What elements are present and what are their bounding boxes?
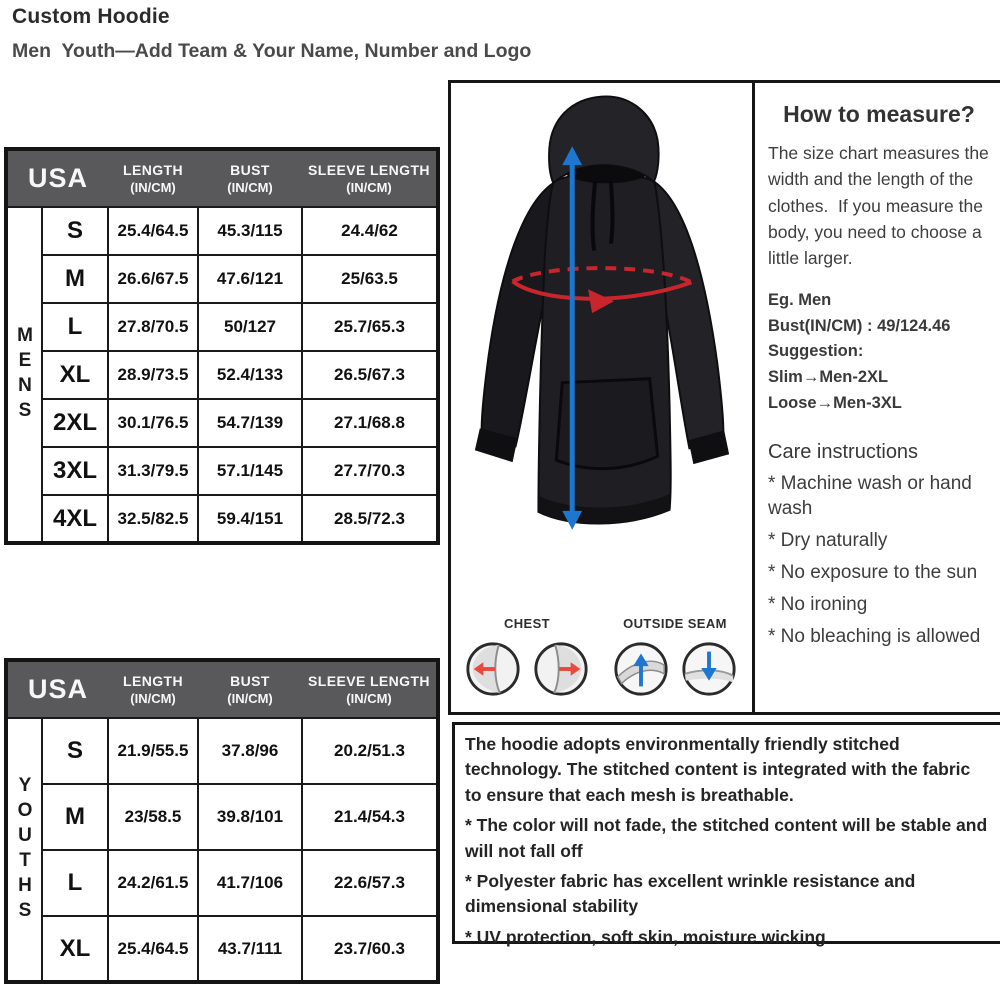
length-cell: 25.4/64.5 — [108, 207, 198, 255]
length-cell: 28.9/73.5 — [108, 351, 198, 399]
size-cell: 2XL — [42, 399, 108, 447]
table-row — [6, 207, 438, 255]
product-note: * UV protection, soft skin, moisture wicking — [465, 926, 826, 947]
youths-group-label: YOUTHS — [6, 718, 42, 982]
table-header-row — [6, 149, 438, 207]
bust-cell: 52.4/133 — [198, 351, 302, 399]
column-header-usa: USA — [6, 149, 108, 207]
page-subtitle: Men Youth—Add Team & Your Name, Number and Logo — [12, 40, 532, 62]
length-cell: 32.5/82.5 — [108, 495, 198, 543]
size-cell: XL — [42, 916, 108, 982]
care-instructions-list — [768, 471, 990, 649]
table-row — [6, 399, 438, 447]
size-cell: S — [42, 718, 108, 784]
size-cell: M — [42, 255, 108, 303]
size-cell: S — [42, 207, 108, 255]
length-cell: 27.8/70.5 — [108, 303, 198, 351]
product-note: * The color will not fade, the stitched content will be stable and will not fall off — [465, 815, 988, 861]
youths-size-table — [4, 658, 440, 984]
care-instructions-heading: Care instructions — [768, 441, 919, 464]
sleeve-cell: 28.5/72.3 — [302, 495, 438, 543]
measure-section — [448, 80, 1000, 715]
seam-measure-down-icon — [680, 640, 738, 698]
how-to-measure-heading: How to measure? — [783, 101, 975, 127]
suggestion-line: Slim→Men-2XL — [768, 367, 889, 386]
chest-measure-right-icon — [532, 640, 590, 698]
sleeve-cell: 21.4/54.3 — [302, 784, 438, 850]
bust-cell: 45.3/115 — [198, 207, 302, 255]
care-item: * Dry naturally — [768, 530, 888, 552]
size-suggestion-block — [768, 288, 990, 416]
length-cell: 25.4/64.5 — [108, 916, 198, 982]
sleeve-cell: 27.7/70.3 — [302, 447, 438, 495]
table-header-row — [6, 660, 438, 718]
table-row — [6, 718, 438, 784]
chest-measure-left-icon — [464, 640, 522, 698]
table-row — [6, 255, 438, 303]
page-header — [12, 5, 531, 63]
outside-seam-measure-group — [600, 616, 750, 698]
product-note: The hoodie adopts environmentally friendly stitched technology. The stitched content is integrated with the fabric to ensure that each mesh is breathable. — [465, 734, 971, 805]
care-item: * Machine wash or hand wash — [768, 473, 972, 520]
mens-size-table — [4, 147, 440, 545]
column-header-length: LENGTH (IN/CM) — [108, 660, 198, 718]
care-item: * No exposure to the sun — [768, 562, 978, 584]
table-row — [6, 784, 438, 850]
length-cell: 23/58.5 — [108, 784, 198, 850]
seam-measure-up-icon — [612, 640, 670, 698]
length-cell: 31.3/79.5 — [108, 447, 198, 495]
column-header-sleeve: SLEEVE LENGTH (IN/CM) — [302, 660, 438, 718]
length-cell: 21.9/55.5 — [108, 718, 198, 784]
how-to-measure-body: The size chart measures the width and the length of the clothes. If you measure the body, you need to choose a little larger. — [768, 143, 994, 268]
table-row — [6, 850, 438, 916]
sleeve-cell: 24.4/62 — [302, 207, 438, 255]
length-cell: 30.1/76.5 — [108, 399, 198, 447]
length-cell: 26.6/67.5 — [108, 255, 198, 303]
size-cell: L — [42, 303, 108, 351]
product-note: * Polyester fabric has excellent wrinkle resistance and dimensional stability — [465, 870, 916, 917]
care-item: * No bleaching is allowed — [768, 626, 981, 648]
sleeve-cell: 25.7/65.3 — [302, 303, 438, 351]
hoodie-image — [453, 85, 751, 585]
table-row — [6, 303, 438, 351]
size-cell: XL — [42, 351, 108, 399]
column-header-usa: USA — [6, 660, 108, 718]
sleeve-cell: 25/63.5 — [302, 255, 438, 303]
sleeve-cell: 20.2/51.3 — [302, 718, 438, 784]
sleeve-cell: 26.5/67.3 — [302, 351, 438, 399]
suggestion-line: Loose→Men-3XL — [768, 393, 902, 412]
bust-cell: 37.8/96 — [198, 718, 302, 784]
suggestion-line: Eg. Men — [768, 291, 832, 310]
sleeve-cell: 27.1/68.8 — [302, 399, 438, 447]
size-cell: 3XL — [42, 447, 108, 495]
bust-cell: 43.7/111 — [198, 916, 302, 982]
chest-measure-group — [461, 616, 593, 698]
page-title: Custom Hoodie — [12, 5, 170, 28]
size-cell: 4XL — [42, 495, 108, 543]
bust-cell: 41.7/106 — [198, 850, 302, 916]
sleeve-cell: 23.7/60.3 — [302, 916, 438, 982]
sleeve-cell: 22.6/57.3 — [302, 850, 438, 916]
table-row — [6, 447, 438, 495]
length-cell: 24.2/61.5 — [108, 850, 198, 916]
chest-label: CHEST — [503, 616, 551, 631]
mens-group-label: MENS — [6, 207, 42, 543]
bust-cell: 57.1/145 — [198, 447, 302, 495]
column-header-bust: BUST (IN/CM) — [198, 149, 302, 207]
suggestion-line: Bust(IN/CM) : 49/124.46 — [768, 316, 951, 335]
table-row — [6, 916, 438, 982]
bust-cell: 47.6/121 — [198, 255, 302, 303]
bust-cell: 59.4/151 — [198, 495, 302, 543]
bust-cell: 54.7/139 — [198, 399, 302, 447]
table-row — [6, 495, 438, 543]
column-header-length: LENGTH (IN/CM) — [108, 149, 198, 207]
table-row — [6, 351, 438, 399]
suggestion-line: Suggestion: — [768, 342, 864, 361]
column-header-bust: BUST (IN/CM) — [198, 660, 302, 718]
size-cell: L — [42, 850, 108, 916]
hoodie-panel — [451, 83, 755, 712]
bust-cell: 39.8/101 — [198, 784, 302, 850]
bust-cell: 50/127 — [198, 303, 302, 351]
how-to-measure-column — [755, 83, 1000, 712]
size-cell: M — [42, 784, 108, 850]
column-header-sleeve: SLEEVE LENGTH (IN/CM) — [302, 149, 438, 207]
care-item: * No ironing — [768, 594, 868, 616]
outside-seam-label: OUTSIDE SEAM — [623, 616, 727, 631]
product-notes-box — [452, 722, 1000, 947]
